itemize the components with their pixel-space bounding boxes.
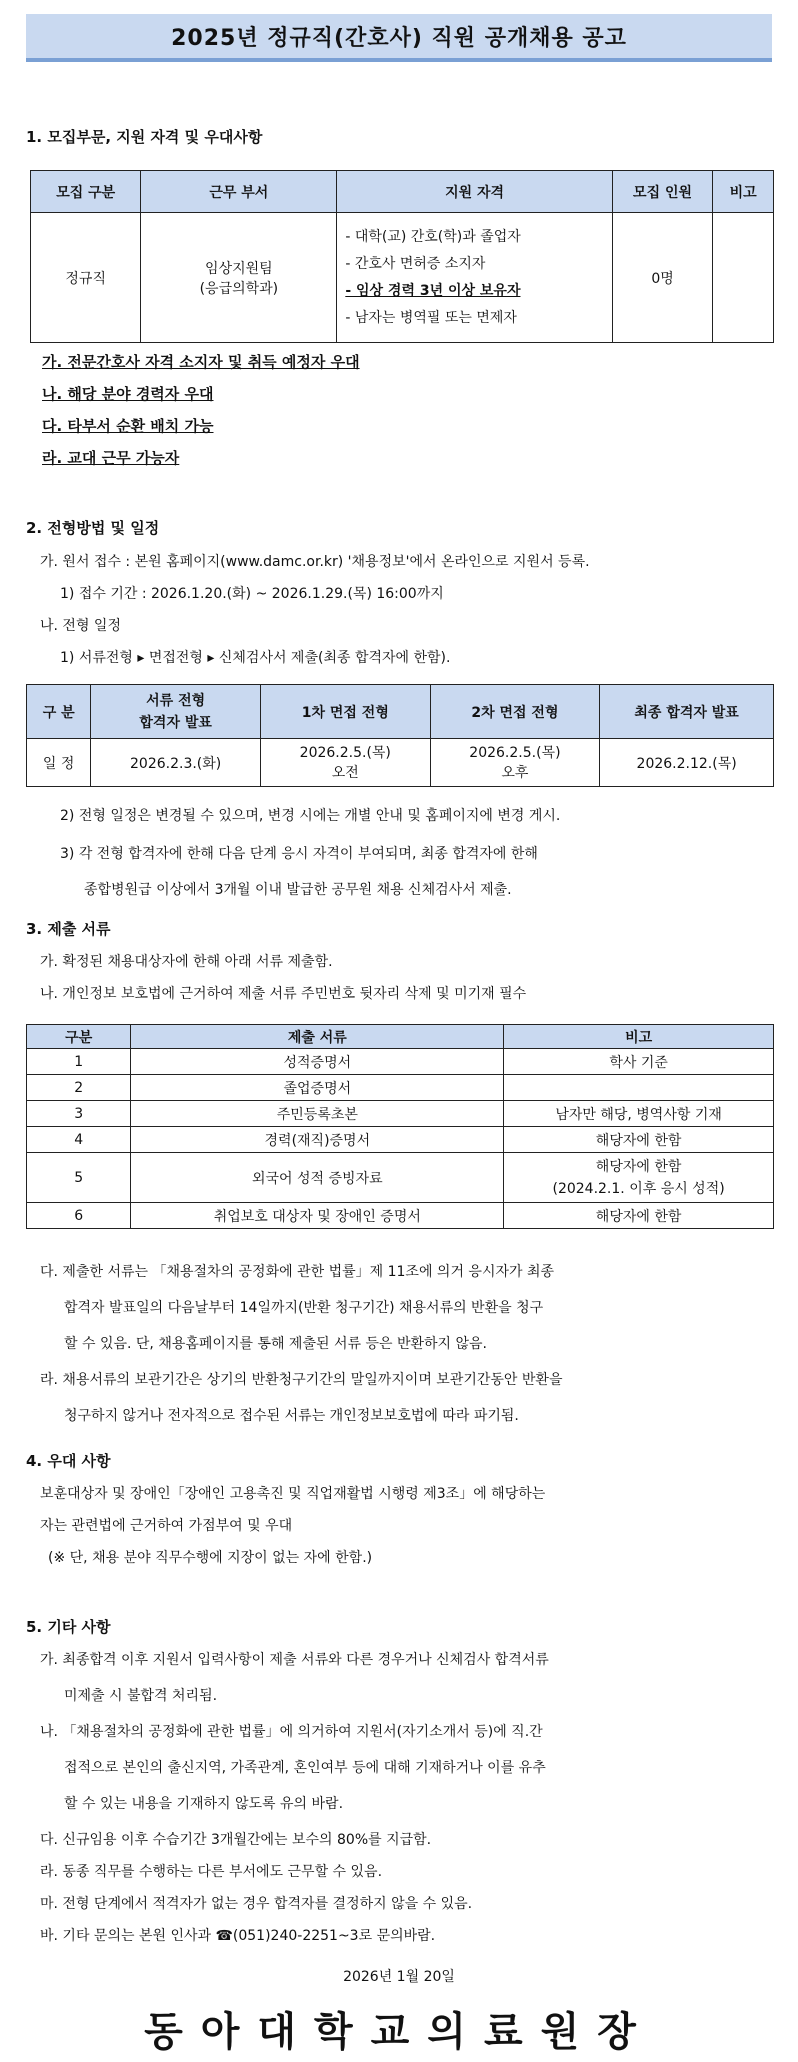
s5-na1: 나. 「채용절차의 공정화에 관한 법률」에 의거하여 지원서(자기소개서 등)에 직.간	[40, 1724, 543, 1740]
section4-heading: 4. 우대 사항	[26, 1452, 111, 1470]
cell-schedule: 일 정	[27, 739, 91, 787]
s5-ma: 마. 전형 단계에서 적격자가 없는 경우 합격자를 결정하지 않을 수 있음.	[40, 1896, 473, 1912]
cell-final-date: 2026.2.12.(목)	[600, 739, 774, 787]
s4-line1: 보훈대상자 및 장애인「장애인 고용촉진 및 직업재활법 시행령 제3조」에 해당하는	[40, 1486, 546, 1502]
row-note	[504, 1153, 774, 1203]
table-row	[27, 1127, 774, 1153]
cell-int1	[260, 739, 430, 787]
s4-line3: (※ 단, 채용 분야 직무수행에 지장이 없는 자에 한함.)	[48, 1550, 373, 1566]
pref-1: 가. 전문간호사 자격 소지자 및 취득 예정자 우대	[42, 353, 360, 371]
qual-4: - 남자는 병역필 또는 면제자	[345, 309, 517, 326]
s3-da2: 합격자 발표일의 다음날부터 14일까지(반환 청구기간) 채용서류의 반환을 청구	[64, 1300, 544, 1316]
row-no: 2	[27, 1075, 131, 1101]
s2-line2: 1) 접수 기간 : 2026.1.20.(화) ~ 2026.1.29.(목) 16:00까지	[60, 586, 444, 602]
th-div: 구 분	[27, 685, 91, 739]
s2-note3a: 3) 각 전형 합격자에 한해 다음 단계 응시 자격이 부여되며, 최종 합격자에 한해	[60, 846, 538, 862]
int1-time: 오전	[331, 764, 359, 781]
cell-qualification	[337, 213, 613, 343]
row-note: 해당자에 한함	[504, 1203, 774, 1229]
th-dept: 근무 부서	[141, 171, 337, 213]
int2-time: 오후	[501, 764, 529, 781]
s3-da1: 다. 제출한 서류는 「채용절차의 공정화에 관한 법률」제 11조에 의거 응시자가 최종	[40, 1264, 555, 1280]
th-qualification: 지원 자격	[337, 171, 613, 213]
th-remark: 비고	[504, 1025, 774, 1049]
notice-date: 2026년 1월 20일	[343, 1969, 455, 1985]
row-doc: 외국어 성적 증빙자료	[131, 1153, 504, 1203]
table-row	[27, 1049, 774, 1075]
s5-na2: 접적으로 본인의 출신지역, 가족관계, 혼인여부 등에 대해 기재하거나 이를 유추	[64, 1760, 546, 1776]
s5-ga1: 가. 최종합격 이후 지원서 입력사항이 제출 서류와 다른 경우거나 신체검사 합격서류	[40, 1652, 549, 1668]
s3-line1: 가. 확정된 채용대상자에 한해 아래 서류 제출함.	[40, 954, 333, 970]
row-doc: 취업보호 대상자 및 장애인 증명서	[131, 1203, 504, 1229]
row-no: 4	[27, 1127, 131, 1153]
row-note-l2: (2024.2.1. 이후 응시 성적)	[552, 1180, 725, 1197]
s5-ba: 바. 기타 문의는 본원 인사과 ☎(051)240-2251~3로 문의바람.	[40, 1928, 436, 1944]
th-no: 구분	[27, 1025, 131, 1049]
cell-doc-date: 2026.2.3.(화)	[91, 739, 261, 787]
row-no: 6	[27, 1203, 131, 1229]
th-doc-result	[91, 685, 261, 739]
s5-na3: 할 수 있는 내용을 기재하지 않도록 유의 바람.	[64, 1796, 344, 1812]
int1-date: 2026.2.5.(목)	[299, 744, 391, 761]
row-doc: 졸업증명서	[131, 1075, 504, 1101]
section2-heading: 2. 전형방법 및 일정	[26, 519, 160, 537]
table-row	[27, 1101, 774, 1127]
cell-count: 0명	[612, 213, 712, 343]
th-doc-result-l2: 합격자 발표	[139, 714, 212, 731]
s2-line4: 1) 서류전형 ▸ 면접전형 ▸ 신체검사서 제출(최종 합격자에 한함).	[60, 650, 451, 666]
table-row	[27, 1153, 774, 1203]
table-row	[27, 1203, 774, 1229]
th-category: 모집 구분	[31, 171, 141, 213]
section3-heading: 3. 제출 서류	[26, 920, 111, 938]
s2-note3b: 종합병원급 이상에서 3개월 이내 발급한 공무원 채용 신체검사서 제출.	[84, 882, 512, 898]
s3-ra2: 청구하지 않거나 전자적으로 접수된 서류는 개인정보보호법에 따라 파기됨.	[64, 1408, 519, 1424]
row-note	[504, 1075, 774, 1101]
th-note: 비고	[713, 171, 774, 213]
documents-table	[26, 1024, 774, 1229]
row-doc: 주민등록초본	[131, 1101, 504, 1127]
cell-dept	[141, 213, 337, 343]
s4-line2: 자는 관련법에 근거하여 가점부여 및 우대	[40, 1518, 293, 1534]
table-row	[27, 1075, 774, 1101]
th-interview1: 1차 면접 전형	[260, 685, 430, 739]
s5-da: 다. 신규임용 이후 수습기간 3개월간에는 보수의 80%를 지급함.	[40, 1832, 432, 1848]
page-title: 2025년 정규직(간호사) 직원 공개채용 공고	[26, 14, 772, 62]
pref-2: 나. 해당 분야 경력자 우대	[42, 385, 214, 403]
th-interview2: 2차 면접 전형	[430, 685, 600, 739]
qual-3: - 임상 경력 3년 이상 보유자	[345, 282, 521, 299]
pref-3: 다. 타부서 순환 배치 가능	[42, 417, 214, 435]
section5-heading: 5. 기타 사항	[26, 1618, 111, 1636]
row-no: 3	[27, 1101, 131, 1127]
th-doc-result-l1: 서류 전형	[146, 692, 206, 709]
s2-line1: 가. 원서 접수 : 본원 홈페이지(www.damc.or.kr) '채용정보'에서 온라인으로 지원서 등록.	[40, 554, 590, 570]
th-count: 모집 인원	[612, 171, 712, 213]
cell-note	[713, 213, 774, 343]
s3-ra1: 라. 채용서류의 보관기간은 상기의 반환청구기간의 말일까지이며 보관기간동안 반환을	[40, 1372, 563, 1388]
row-note: 학사 기준	[504, 1049, 774, 1075]
th-final: 최종 합격자 발표	[600, 685, 774, 739]
s3-da3: 할 수 있음. 단, 채용홈페이지를 통해 제출된 서류 등은 반환하지 않음.	[64, 1336, 487, 1352]
row-no: 1	[27, 1049, 131, 1075]
th-doc: 제출 서류	[131, 1025, 504, 1049]
row-doc: 경력(재직)증명서	[131, 1127, 504, 1153]
recruit-table	[30, 170, 774, 343]
qual-2: - 간호사 면허증 소지자	[345, 255, 486, 272]
cell-category: 정규직	[31, 213, 141, 343]
section1-heading: 1. 모집부문, 지원 자격 및 우대사항	[26, 128, 263, 146]
row-note: 남자만 해당, 병역사항 기재	[504, 1101, 774, 1127]
s2-line3: 나. 전형 일정	[40, 618, 121, 634]
dept-line1: 임상지원팀	[205, 260, 273, 277]
int2-date: 2026.2.5.(목)	[469, 744, 561, 761]
issuer-signature: 동아대학교의료원장	[144, 2008, 654, 2055]
qual-1: - 대학(교) 간호(학)과 졸업자	[345, 228, 521, 245]
s5-ra: 라. 동종 직무를 수행하는 다른 부서에도 근무할 수 있음.	[40, 1864, 383, 1880]
s3-line2: 나. 개인정보 보호법에 근거하여 제출 서류 주민번호 뒷자리 삭제 및 미기재 필수	[40, 986, 527, 1002]
row-no: 5	[27, 1153, 131, 1203]
row-note-l1: 해당자에 한함	[595, 1158, 682, 1175]
row-note: 해당자에 한함	[504, 1127, 774, 1153]
row-doc: 성적증명서	[131, 1049, 504, 1075]
cell-int2	[430, 739, 600, 787]
dept-line2: (응급의학과)	[199, 280, 279, 297]
pref-4: 라. 교대 근무 가능자	[42, 449, 180, 467]
schedule-table	[26, 684, 774, 787]
s5-ga2: 미제출 시 불합격 처리됨.	[64, 1688, 218, 1704]
s2-note2: 2) 전형 일정은 변경될 수 있으며, 변경 시에는 개별 안내 및 홈페이지에 변경 게시.	[60, 808, 561, 824]
